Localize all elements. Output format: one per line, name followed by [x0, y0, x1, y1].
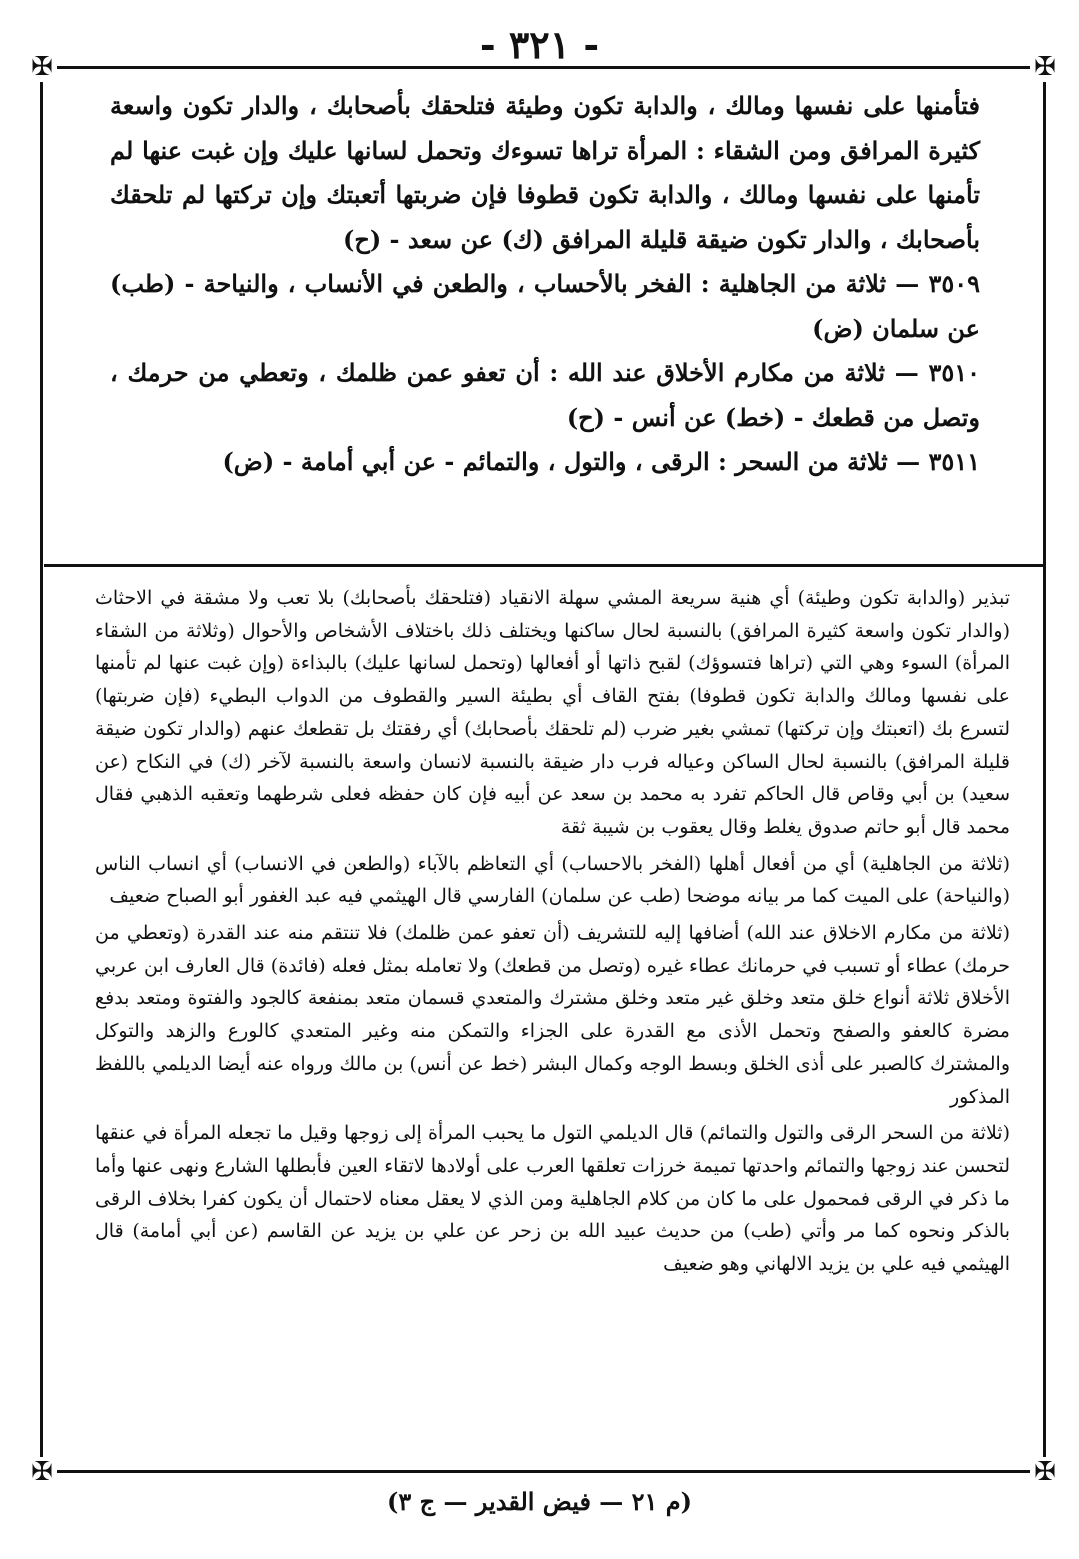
corner-ornament-icon: ✠ — [1030, 1457, 1060, 1487]
page-footer: (م ٢١ — فيض القدير — ج ٣) — [387, 1487, 692, 1516]
frame-border-left — [40, 66, 43, 1473]
corner-ornament-icon: ✠ — [27, 52, 57, 82]
commentary-block — [95, 582, 1010, 1281]
hadith-3511: ٣٥١١ — ثلاثة من السحر : الرقى ، والتول ، والتمائم - عن أبي أمامة - (ض) — [222, 447, 980, 476]
commentary-paragraph: (ثلاثة من مكارم الاخلاق عند الله) أضافها إليه للتشريف (أن تعفو عمن ظلمك) فلا تنتقم منه عند القدرة (وتعطي من حرمك) عطاء أو تسبب في حرمانك عطاء غيره (وتصل من قطعك) ولا تعامله بمثل فعله (فائدة) قال العارف ابن عربي الأخلاق ثلاثة أنواع خلق متعد وخلق غير متعد وخلق مشترك والمتعدي قسمان متعد بمنفعة كالجود والفتوة ومتعد بدفع مضرة كالعفو والصفح وتحمل الأذى مع القدرة على الجزاء والتمكن منه وغير المتعدي كالورع والزهد والتوكل والمشترك كالصبر على أذى الخلق وبسط الوجه وكمال البشر (خط عن أنس) بن مالك ورواه عنه أيضا الديلمي باللفظ المذكور — [95, 922, 1010, 1108]
frame-border-bottom — [40, 1470, 1046, 1473]
corner-ornament-icon: ✠ — [1030, 52, 1060, 82]
commentary-paragraph: تبذير (والدابة تكون وطيئة) أي هنية سريعة المشي سهلة الانقياد (فتلحقك بأصحابك) بلا تعب ولا مشقة في الاحثاث (والدار تكون واسعة كثيرة المرافق) بالنسبة لحال ساكنها ويختلف ذلك باختلاف الأشخاص والأحوال (وثلاثة من الشقاء المرأة) السوء وهي التي (تراها فتسوؤك) لقبح ذاتها أو أفعالها (وتحمل لسانها عليك) بالبذاءة (وإن غبت عنها لم تأمنها على نفسها ومالك والدابة تكون قطوفا) بفتح القاف أي بطيئة السير والقطوف من الدواب البطيء (فإن ضربتها) لتسرع بك (اتعبتك وإن تركتها) تمشي بغير ضرب (لم تلحقك بأصحابك) أي رفقتك بل تقطعك عنهم (والدار تكون ضيقة قليلة المرافق) بالنسبة لحال الساكن وعياله فرب دار ضيقة بالنسبة لانسان واسعة بالنسبة لآخر (ك) في النكاح (عن سعيد) بن أبي وقاص قال الحاكم تفرد به محمد بن سعد عن أبيه فإن كان حفظه فعلى شرطهما وتعقبه الذهبي فقال محمد قال أبو حاتم صدوق يغلط وقال يعقوب بن شيبة ثقة — [95, 587, 1010, 838]
hadith-3510: ٣٥١٠ — ثلاثة من مكارم الأخلاق عند الله : أن تعفو عمن ظلمك ، وتعطي من حرمك ، وتصل من قطعك - (خط) عن أنس - (ح) — [110, 358, 980, 432]
hadith-continuation: فتأمنها على نفسها ومالك ، والدابة تكون وطيئة فتلحقك بأصحابك ، والدار تكون واسعة كثيرة المرافق ومن الشقاء : المرأة تراها تسوءك وتحمل لسانها عليك وإن غبت عنها لم تأمنها على نفسها ومالك ، والدابة تكون قطوفا فإن ضربتها أتعبتك وإن تركتها لم تلحقك بأصحابك ، والدار تكون ضيقة قليلة المرافق (ك) عن سعد - (ح) — [110, 91, 980, 254]
section-separator — [44, 564, 1043, 567]
page-number: - ٣٢١ - — [479, 22, 600, 67]
commentary-paragraph: (ثلاثة من السحر الرقى والتول والتمائم) قال الديلمي التول ما يحبب المرأة إلى زوجها وقيل ما تجعله المرأة في عنقها لتحسن عند زوجها والتمائم واحدتها تميمة خرزات تعلقها العرب على أولادها لاتقاء العين فأبطلها الشارع ونهى عنها وأما ما ذكر في الرقى فمحمول على ما كان من كلام الجاهلية ومن الذي لا يعقل معناه لاحتمال أن يكون كفرا بخلاف الرقى بالذكر ونحوه كما مر وأتي (طب) من حديث عبيد الله بن زحر عن علي بن يزيد عن القاسم (عن أبي أمامة) قال الهيثمي فيه علي بن يزيد الالهاني وهو ضعيف — [95, 1122, 1010, 1276]
corner-ornament-icon: ✠ — [27, 1457, 57, 1487]
frame-border-right — [1043, 66, 1046, 1473]
hadith-3509: ٣٥٠٩ — ثلاثة من الجاهلية : الفخر بالأحساب ، والطعن في الأنساب ، والنياحة - (طب) عن سلمان (ض) — [110, 269, 980, 343]
commentary-paragraph: (ثلاثة من الجاهلية) أي من أفعال أهلها (الفخر بالاحساب) أي التعاظم بالآباء (والطعن في الانساب) أي انساب الناس (والنياحة) على الميت كما مر بيانه موضحا (طب عن سلمان) الفارسي قال الهيثمي فيه عبد الغفور أبو الصباح ضعيف — [95, 852, 1010, 908]
main-text-block — [110, 84, 980, 485]
